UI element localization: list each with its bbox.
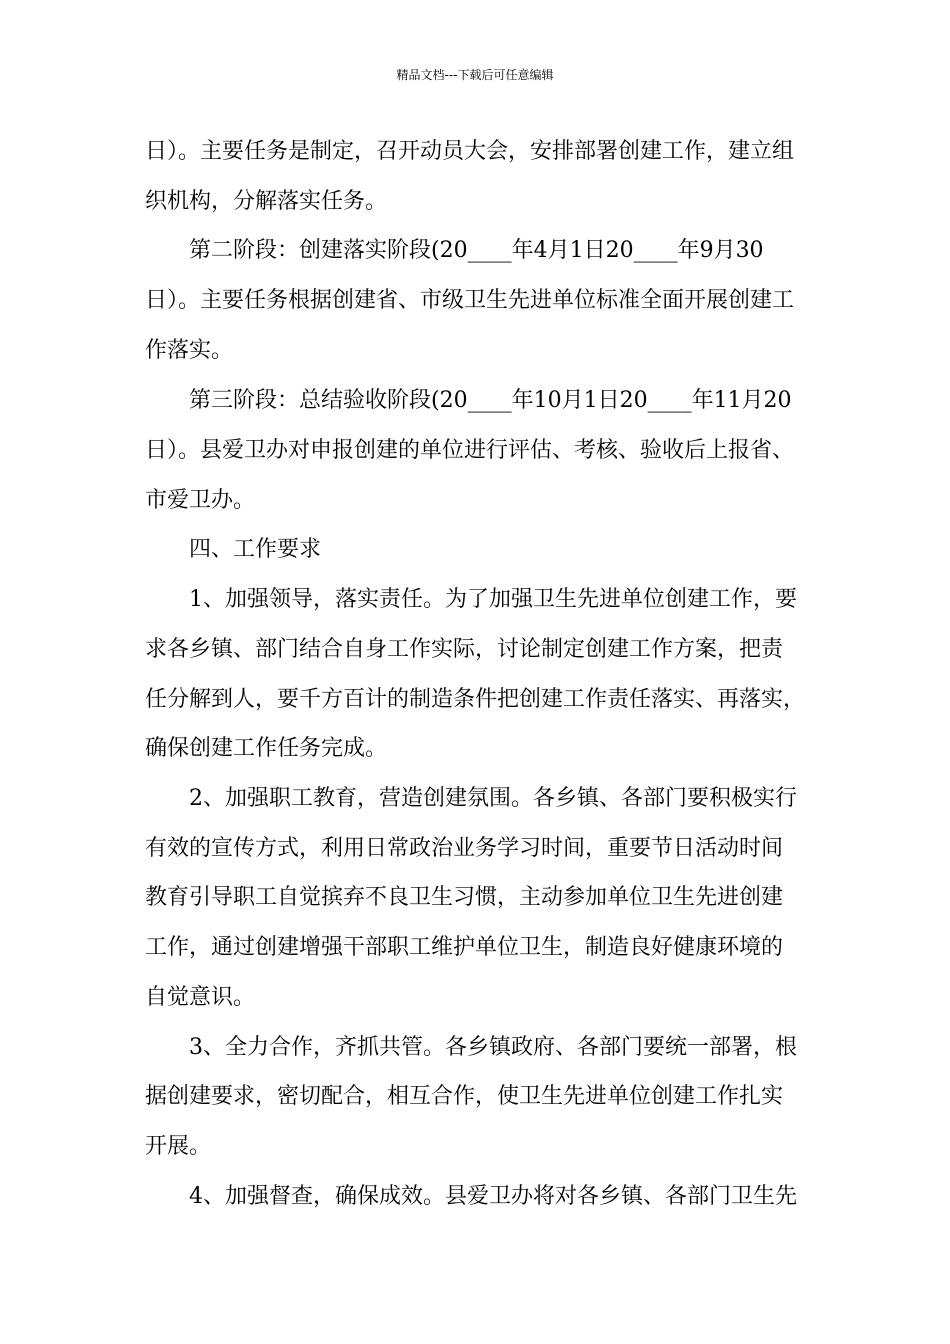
- text-line: 织机构，分解落实任务。: [145, 189, 388, 214]
- text-line: 有效的宣传方式，利用日常政治业务学习时间，重要节日活动时间: [145, 836, 784, 861]
- text-line: 教育引导职工自觉摈弃不良卫生习惯，主动参加单位卫生先进创建: [145, 885, 784, 910]
- text-line: 日）。主要任务根据创建省、市级卫生先进单位标准全面开展创建工: [145, 288, 795, 313]
- text-line: 2、加强职工教育，营造创建氛围。各乡镇、各部门要积极实行: [189, 786, 797, 811]
- text-line: 4、加强督查，确保成效。县爱卫办将对各乡镇、各部门卫生先: [189, 1184, 797, 1209]
- text-line: 日）。县爱卫办对申报创建的单位进行评估、考核、验收后上报省、: [145, 438, 795, 463]
- page-header: 精品文档---下载后可任意编辑: [396, 68, 554, 82]
- text-line: 市爱卫办。: [145, 488, 256, 513]
- text-line: 开展。: [145, 1134, 212, 1159]
- text-line: 据创建要求，密切配合，相互合作，使卫生先进单位创建工作扎实: [145, 1084, 784, 1109]
- section-heading: 四、工作要求: [189, 537, 322, 562]
- text-line: 1、加强领导，落实责任。为了加强卫生先进单位创建工作，要: [189, 587, 797, 612]
- text-line: 工作，通过创建增强干部职工维护单位卫生，制造良好健康环境的: [145, 935, 784, 960]
- text-line: 日）。主要任务是制定，召开动员大会，安排部署创建工作，建立组: [145, 139, 795, 164]
- text-line: 求各乡镇、部门结合自身工作实际，讨论制定创建工作方案，把责: [145, 637, 784, 662]
- text-line: 3、全力合作，齐抓共管。各乡镇政府、各部门要统一部署，根: [189, 1035, 797, 1060]
- text-line: 作落实。: [145, 338, 234, 363]
- text-line: 第二阶段：创建落实阶段(20____年4月1日20____年9月30: [189, 238, 764, 263]
- text-line: 确保创建工作任务完成。: [145, 736, 388, 761]
- text-line: 自觉意识。: [145, 985, 256, 1010]
- text-line: 任分解到人，要千方百计的制造条件把创建工作责任落实、再落实，: [145, 687, 806, 712]
- text-line: 第三阶段：总结验收阶段(20____年10月1日20____年11月20: [189, 388, 792, 413]
